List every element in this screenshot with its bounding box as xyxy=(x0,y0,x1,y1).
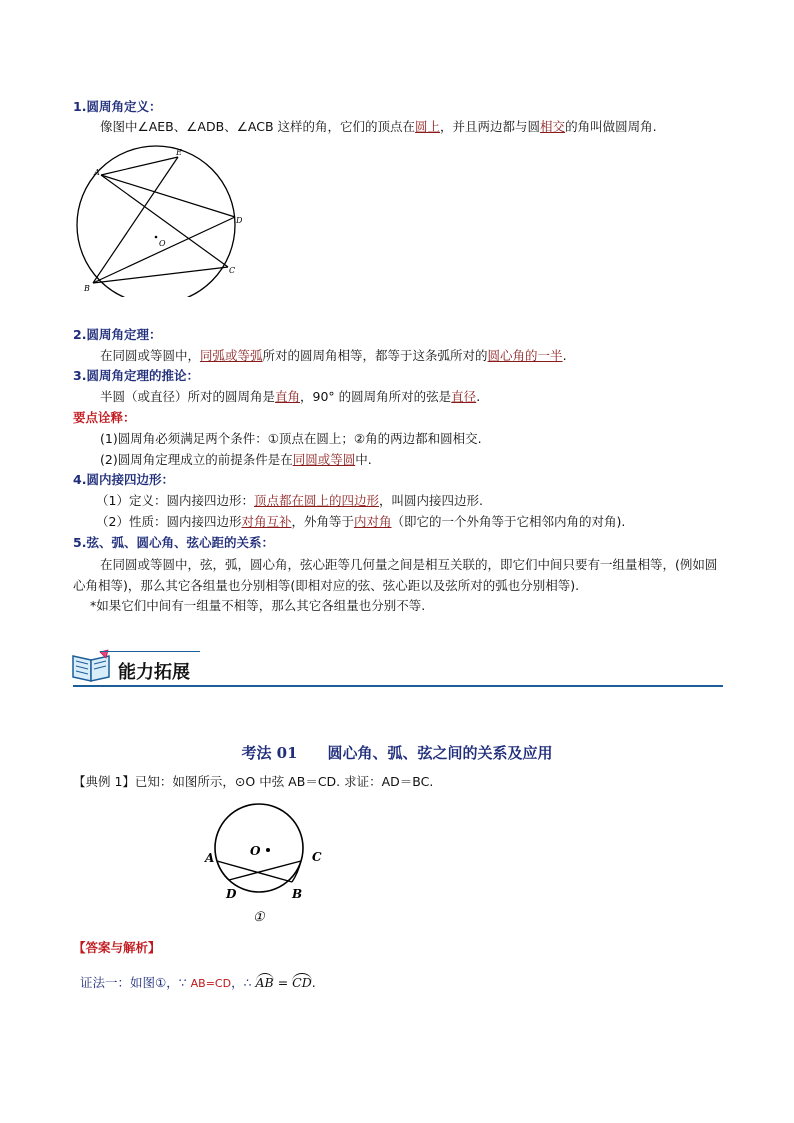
answer-heading: 【答案与解析】 xyxy=(73,940,161,955)
chord-figure xyxy=(200,800,330,925)
cyclic-property xyxy=(96,514,625,530)
proof-condition: AB=CD xyxy=(190,977,232,990)
label-d: D xyxy=(236,216,243,225)
cyclic-definition xyxy=(96,493,483,509)
chord-cb xyxy=(93,267,228,283)
label-b: B xyxy=(84,284,90,293)
text-part: ，∴ xyxy=(231,975,256,990)
chord-cd xyxy=(229,861,301,880)
method-title: 考法 01 圆心角、弧、弦之间的关系及应用 xyxy=(241,744,553,762)
definition-text xyxy=(100,119,657,135)
chord-ad xyxy=(101,175,235,217)
section-heading-theorem: 2.圆周角定理： xyxy=(73,327,162,342)
center-dot xyxy=(155,236,158,239)
label-d: D xyxy=(226,887,237,901)
chord-ac xyxy=(101,175,228,267)
label-o: O xyxy=(159,239,166,248)
text-part: ，并且两边都与圆 xyxy=(440,119,541,134)
text-part: . xyxy=(311,975,316,990)
label-a: A xyxy=(205,851,215,865)
section-heading-relations: 5.弦、弧、圆心角、弦心距的关系： xyxy=(73,535,274,550)
banner-title: 能力拓展 xyxy=(118,662,190,683)
text-part: 中. xyxy=(355,452,372,467)
keyword-on-circle: 圆上 xyxy=(415,119,441,134)
note-item-2 xyxy=(100,452,372,468)
label-a: A xyxy=(94,168,100,177)
text-part: = xyxy=(273,975,293,990)
circle xyxy=(77,146,235,297)
relations-paragraph: 在同圆或等圆中，弦，弧，圆心角，弦心距等几何量之间是相互关联的，即它们中间只要有一组量相等，(例如圆心角相等)，那么其它各组量也分别相等(即相对应的弦、弦心距以及弦所对的弧也分别相等). xyxy=(73,557,718,593)
example-statement: 【典例 1】已知：如图所示，⊙O 中弦 AB＝CD. 求证：AD＝BC. xyxy=(73,774,434,789)
open-book-icon xyxy=(70,648,114,684)
keyword-intersect: 相交 xyxy=(540,119,566,134)
text-part: （1）定义：圆内接四边形： xyxy=(96,493,254,508)
label-b: B xyxy=(292,887,303,901)
label-o: O xyxy=(250,844,261,858)
keyword-half-central: 圆心角的一半 xyxy=(487,348,563,363)
section-heading-definition: 1.圆周角定义： xyxy=(73,99,162,114)
proof-line xyxy=(80,973,316,991)
keyword-supplementary: 对角互补 xyxy=(241,514,292,529)
banner-top-rule xyxy=(100,651,200,652)
keyword-interior-opposite: 内对角 xyxy=(354,514,392,529)
text-part: （即它的一个外角等于它相邻内角的对角). xyxy=(391,514,626,529)
note-item-1: (1)圆周角必须满足两个条件：①顶点在圆上；②角的两边都和圆相交. xyxy=(100,431,482,446)
figure-caption: ① xyxy=(253,910,265,925)
text-part: ，叫圆内接四边形. xyxy=(378,493,483,508)
theorem-text xyxy=(100,348,567,364)
section-heading-corollary: 3.圆周角定理的推论： xyxy=(73,368,199,383)
text-part: 所对的圆周角相等，都等于这条弧所对的 xyxy=(262,348,488,363)
arc-cd: CD xyxy=(292,975,312,990)
keyword-vertices-on-circle: 顶点都在圆上的四边形 xyxy=(253,493,379,508)
text-part: . xyxy=(476,389,481,404)
text-part: (2)圆周角定理成立的前提条件是在 xyxy=(100,452,293,467)
label-e: E xyxy=(176,148,182,157)
arc-ab: AB xyxy=(255,975,274,990)
text-part: 证法一：如图①，∵ xyxy=(80,975,191,990)
notes-heading: 要点诠释： xyxy=(73,410,136,425)
text-part: . xyxy=(562,348,567,363)
relations-note: *如果它们中间有一组量不相等，那么其它各组量也分别不等. xyxy=(90,598,426,613)
text-part: ，外角等于 xyxy=(291,514,354,529)
text-part: 在同圆或等圆中， xyxy=(100,348,201,363)
center-dot xyxy=(266,848,270,852)
text-part: 半圆（或直径）所对的圆周角是 xyxy=(100,389,276,404)
section-heading-cyclic-quad: 4.圆内接四边形： xyxy=(73,472,174,487)
corollary-text xyxy=(100,389,480,405)
text-part: （2）性质：圆内接四边形 xyxy=(96,514,242,529)
keyword-diameter: 直径 xyxy=(451,389,477,404)
text-part: 的角叫做圆周角. xyxy=(565,119,657,134)
text-part: 像图中∠AEB、∠ADB、∠ACB 这样的角，它们的顶点在 xyxy=(100,119,416,134)
banner-rule xyxy=(73,685,723,687)
keyword-same-circle: 同圆或等圆 xyxy=(292,452,356,467)
keyword-right-angle: 直角 xyxy=(275,389,301,404)
keyword-same-arc: 同弧或等弧 xyxy=(200,348,263,363)
chord-db xyxy=(93,217,235,283)
inscribed-angle-figure xyxy=(70,145,250,297)
text-part: ，90° 的圆周角所对的弦是 xyxy=(300,389,452,404)
label-c: C xyxy=(229,266,236,275)
label-c: C xyxy=(312,850,322,864)
